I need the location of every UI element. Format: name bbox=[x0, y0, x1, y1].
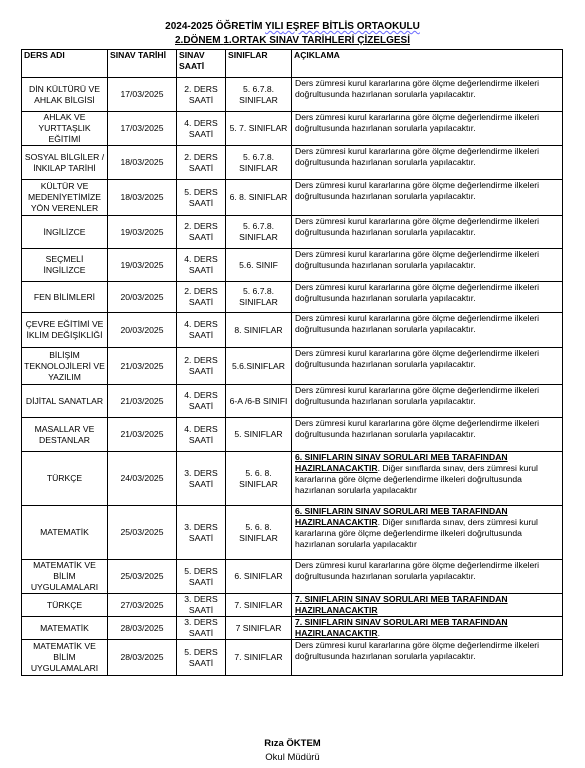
exam-date: 21/03/2025 bbox=[108, 348, 177, 385]
header-course: DERS ADI bbox=[22, 50, 108, 78]
description-text: Ders zümresi kurul kararlarına göre ölçme değerlendirme ilkeleri doğrultusunda hazırlanan sorularla yapılacaktır. bbox=[295, 560, 540, 581]
exam-classes: 5. 6.7.8. SINIFLAR bbox=[226, 282, 292, 313]
description-text: Ders zümresi kurul kararlarına göre ölçme değerlendirme ilkeleri doğrultusunda hazırlanan sorularla yapılacaktır. bbox=[295, 282, 540, 303]
exam-classes: 5. 7. SINIFLAR bbox=[226, 112, 292, 146]
exam-description bbox=[292, 506, 563, 560]
exam-period: 5. DERS SAATİ bbox=[177, 560, 226, 594]
exam-period: 2. DERS SAATİ bbox=[177, 216, 226, 249]
course-name: KÜLTÜR VE MEDENİYETİMİZE YÖN VERENLER bbox=[22, 180, 108, 216]
description-bold-text: 6. SINIFLARIN SINAV SORULARI MEB TARAFINDAN HAZIRLANACAKTIR bbox=[295, 506, 508, 527]
description-text: Ders zümresi kurul kararlarına göre ölçme değerlendirme ilkeleri doğrultusunda hazırlanan sorularla yapılacaktır. bbox=[295, 249, 540, 270]
table-row bbox=[22, 313, 563, 348]
description-text: Ders zümresi kurul kararlarına göre ölçme değerlendirme ilkeleri doğrultusunda hazırlanan sorularla yapılacaktır. bbox=[295, 112, 540, 133]
exam-period: 4. DERS SAATİ bbox=[177, 418, 226, 452]
exam-classes: 5. 6. 8. SINIFLAR bbox=[226, 506, 292, 560]
exam-period: 2. DERS SAATİ bbox=[177, 78, 226, 112]
table-row bbox=[22, 282, 563, 313]
exam-date: 28/03/2025 bbox=[108, 640, 177, 676]
exam-description bbox=[292, 78, 563, 112]
exam-description bbox=[292, 452, 563, 506]
header-date: SINAV TARİHİ bbox=[108, 50, 177, 78]
table-row bbox=[22, 146, 563, 180]
exam-schedule-table bbox=[21, 49, 563, 676]
exam-description bbox=[292, 282, 563, 313]
exam-date: 19/03/2025 bbox=[108, 216, 177, 249]
exam-date: 28/03/2025 bbox=[108, 617, 177, 640]
exam-period: 2. DERS SAATİ bbox=[177, 348, 226, 385]
course-name: SOSYAL BİLGİLER /İNKILAP TARİHİ bbox=[22, 146, 108, 180]
exam-classes: 5. SINIFLAR bbox=[226, 418, 292, 452]
subtitle-term: 2.DÖNEM bbox=[174, 35, 224, 46]
description-bold-text: 7. SINIFLARIN SINAV SORULARI MEB TARAFINDAN HAZIRLANACAKTIR bbox=[295, 594, 508, 615]
table-row bbox=[22, 418, 563, 452]
exam-classes: 5.6.SINIFLAR bbox=[226, 348, 292, 385]
exam-period: 5. DERS SAATİ bbox=[177, 180, 226, 216]
subtitle-main: 1.ORTAK SINAV TARİHLERİ ÇİZELGESİ bbox=[223, 35, 411, 46]
exam-period: 3. DERS SAATİ bbox=[177, 594, 226, 617]
exam-date: 21/03/2025 bbox=[108, 385, 177, 418]
exam-classes: 7. SINIFLAR bbox=[226, 640, 292, 676]
description-text: Ders zümresi kurul kararlarına göre ölçme değerlendirme ilkeleri doğrultusunda hazırlanan sorularla yapılacaktır. bbox=[295, 146, 540, 167]
table-row bbox=[22, 216, 563, 249]
course-name: MATEMATİK VE BİLİM UYGULAMALARI bbox=[22, 560, 108, 594]
course-name: MATEMATİK bbox=[22, 506, 108, 560]
description-bold-text: 6. SINIFLARIN SINAV SORULARI MEB TARAFINDAN HAZIRLANACAKTIR bbox=[295, 452, 508, 473]
exam-period: 5. DERS SAATİ bbox=[177, 640, 226, 676]
description-text: Ders zümresi kurul kararlarına göre ölçme değerlendirme ilkeleri doğrultusunda hazırlanan sorularla yapılacaktır. bbox=[295, 313, 540, 334]
course-name: TÜRKÇE bbox=[22, 452, 108, 506]
title-year-word: YILI bbox=[265, 21, 284, 32]
header-description: AÇIKLAMA bbox=[292, 50, 563, 78]
exam-description bbox=[292, 617, 563, 640]
table-row bbox=[22, 180, 563, 216]
table-row bbox=[22, 452, 563, 506]
exam-description bbox=[292, 418, 563, 452]
table-row bbox=[22, 112, 563, 146]
description-text: Ders zümresi kurul kararlarına göre ölçme değerlendirme ilkeleri doğrultusunda hazırlanan sorularla yapılacaktır. bbox=[295, 348, 540, 369]
exam-description bbox=[292, 216, 563, 249]
exam-description bbox=[292, 180, 563, 216]
exam-description bbox=[292, 249, 563, 282]
description-text: Ders zümresi kurul kararlarına göre ölçme değerlendirme ilkeleri doğrultusunda hazırlanan sorularla yapılacaktır. bbox=[295, 216, 540, 237]
exam-classes: 5. 6. 8. SINIFLAR bbox=[226, 452, 292, 506]
exam-date: 18/03/2025 bbox=[108, 146, 177, 180]
exam-period: 4. DERS SAATİ bbox=[177, 112, 226, 146]
course-name: MATEMATİK bbox=[22, 617, 108, 640]
description-text: Ders zümresi kurul kararlarına göre ölçme değerlendirme ilkeleri doğrultusunda hazırlanan sorularla yapılacaktır. bbox=[295, 180, 540, 201]
exam-description bbox=[292, 560, 563, 594]
exam-classes: 6. SINIFLAR bbox=[226, 560, 292, 594]
exam-date: 19/03/2025 bbox=[108, 249, 177, 282]
course-name: DİN KÜLTÜRÜ VE AHLAK BİLGİSİ bbox=[22, 78, 108, 112]
exam-period: 2. DERS SAATİ bbox=[177, 146, 226, 180]
table-row bbox=[22, 594, 563, 617]
exam-description bbox=[292, 112, 563, 146]
exam-date: 25/03/2025 bbox=[108, 560, 177, 594]
table-row bbox=[22, 348, 563, 385]
document-title bbox=[0, 21, 585, 33]
course-name: ÇEVRE EĞİTİMİ VE İKLİM DEĞİŞİKLİĞİ bbox=[22, 313, 108, 348]
course-name: MATEMATİK VE BİLİM UYGULAMALARI bbox=[22, 640, 108, 676]
exam-classes: 6-A /6-B SINIFI bbox=[226, 385, 292, 418]
exam-date: 21/03/2025 bbox=[108, 418, 177, 452]
exam-date: 17/03/2025 bbox=[108, 78, 177, 112]
title-prefix: 2024-2025 ÖĞRETİM bbox=[165, 21, 266, 32]
exam-classes: 5.6. SINIF bbox=[226, 249, 292, 282]
exam-date: 27/03/2025 bbox=[108, 594, 177, 617]
exam-date: 20/03/2025 bbox=[108, 313, 177, 348]
exam-period: 4. DERS SAATİ bbox=[177, 249, 226, 282]
exam-description bbox=[292, 348, 563, 385]
exam-classes: 8. SINIFLAR bbox=[226, 313, 292, 348]
signer-name: Rıza ÖKTEM bbox=[264, 738, 321, 749]
header-period: SINAV SAATİ bbox=[177, 50, 226, 78]
description-text: Ders zümresi kurul kararlarına göre ölçme değerlendirme ilkeleri doğrultusunda hazırlanan sorularla yapılacaktır. bbox=[295, 418, 540, 439]
signer-role: Okul Müdürü bbox=[265, 752, 320, 763]
course-name: BİLİŞİM TEKNOLOJİLERİ VE YAZILIM bbox=[22, 348, 108, 385]
description-text: . Diğer sınıflarda sınav, ders zümresi kurul kararlarına göre ölçme değerlendirme ilkeleri doğrultusunda hazırlanan sorularla yapılacaktır bbox=[295, 463, 538, 495]
exam-period: 4. DERS SAATİ bbox=[177, 385, 226, 418]
header-classes: SINIFLAR bbox=[226, 50, 292, 78]
exam-period: 3. DERS SAATİ bbox=[177, 506, 226, 560]
description-text: . Diğer sınıflarda sınav, ders zümresi kurul kararlarına göre ölçme değerlendirme ilkeleri doğrultusunda hazırlanan sorularla yapılacaktır bbox=[295, 517, 538, 549]
table-header-row bbox=[22, 50, 563, 78]
course-name: SEÇMELİ İNGİLİZCE bbox=[22, 249, 108, 282]
exam-date: 18/03/2025 bbox=[108, 180, 177, 216]
exam-classes: 5. 6.7.8. SINIFLAR bbox=[226, 146, 292, 180]
exam-date: 25/03/2025 bbox=[108, 506, 177, 560]
title-school: EŞREF BİTLİS ORTAOKULU bbox=[283, 21, 420, 32]
table-row bbox=[22, 560, 563, 594]
table-row bbox=[22, 506, 563, 560]
description-text: Ders zümresi kurul kararlarına göre ölçme değerlendirme ilkeleri doğrultusunda hazırlanan sorularla yapılacaktır. bbox=[295, 78, 540, 99]
exam-description bbox=[292, 146, 563, 180]
course-name: DİJİTAL SANATLAR bbox=[22, 385, 108, 418]
exam-description bbox=[292, 594, 563, 617]
exam-description bbox=[292, 385, 563, 418]
exam-classes: 6. 8. SINIFLAR bbox=[226, 180, 292, 216]
course-name: FEN BİLİMLERİ bbox=[22, 282, 108, 313]
course-name: TÜRKÇE bbox=[22, 594, 108, 617]
table-row bbox=[22, 249, 563, 282]
table-row bbox=[22, 640, 563, 676]
table-row bbox=[22, 78, 563, 112]
course-name: İNGİLİZCE bbox=[22, 216, 108, 249]
document-subtitle bbox=[0, 35, 585, 47]
description-text: Ders zümresi kurul kararlarına göre ölçme değerlendirme ilkeleri doğrultusunda hazırlanan sorularla yapılacaktır. bbox=[295, 640, 540, 661]
exam-period: 2. DERS SAATİ bbox=[177, 282, 226, 313]
exam-description bbox=[292, 640, 563, 676]
exam-classes: 5. 6.7.8. SINIFLAR bbox=[226, 216, 292, 249]
exam-classes: 7. SINIFLAR bbox=[226, 594, 292, 617]
description-text: Ders zümresi kurul kararlarına göre ölçme değerlendirme ilkeleri doğrultusunda hazırlanan sorularla yapılacaktır. bbox=[295, 385, 540, 406]
exam-date: 17/03/2025 bbox=[108, 112, 177, 146]
course-name: AHLAK VE YURTTAŞLIK EĞİTİMİ bbox=[22, 112, 108, 146]
exam-date: 20/03/2025 bbox=[108, 282, 177, 313]
exam-classes: 7 SINIFLAR bbox=[226, 617, 292, 640]
course-name: MASALLAR VE DESTANLAR bbox=[22, 418, 108, 452]
table-row bbox=[22, 617, 563, 640]
exam-period: 3. DERS SAATİ bbox=[177, 617, 226, 640]
description-bold-text: 7. SINIFLARIN SINAV SORULARI MEB TARAFINDAN HAZIRLANACAKTIR bbox=[295, 617, 508, 638]
exam-period: 3. DERS SAATİ bbox=[177, 452, 226, 506]
exam-classes: 5. 6.7.8. SINIFLAR bbox=[226, 78, 292, 112]
description-text: . bbox=[377, 628, 380, 638]
table-row bbox=[22, 385, 563, 418]
exam-date: 24/03/2025 bbox=[108, 452, 177, 506]
exam-period: 4. DERS SAATİ bbox=[177, 313, 226, 348]
exam-description bbox=[292, 313, 563, 348]
